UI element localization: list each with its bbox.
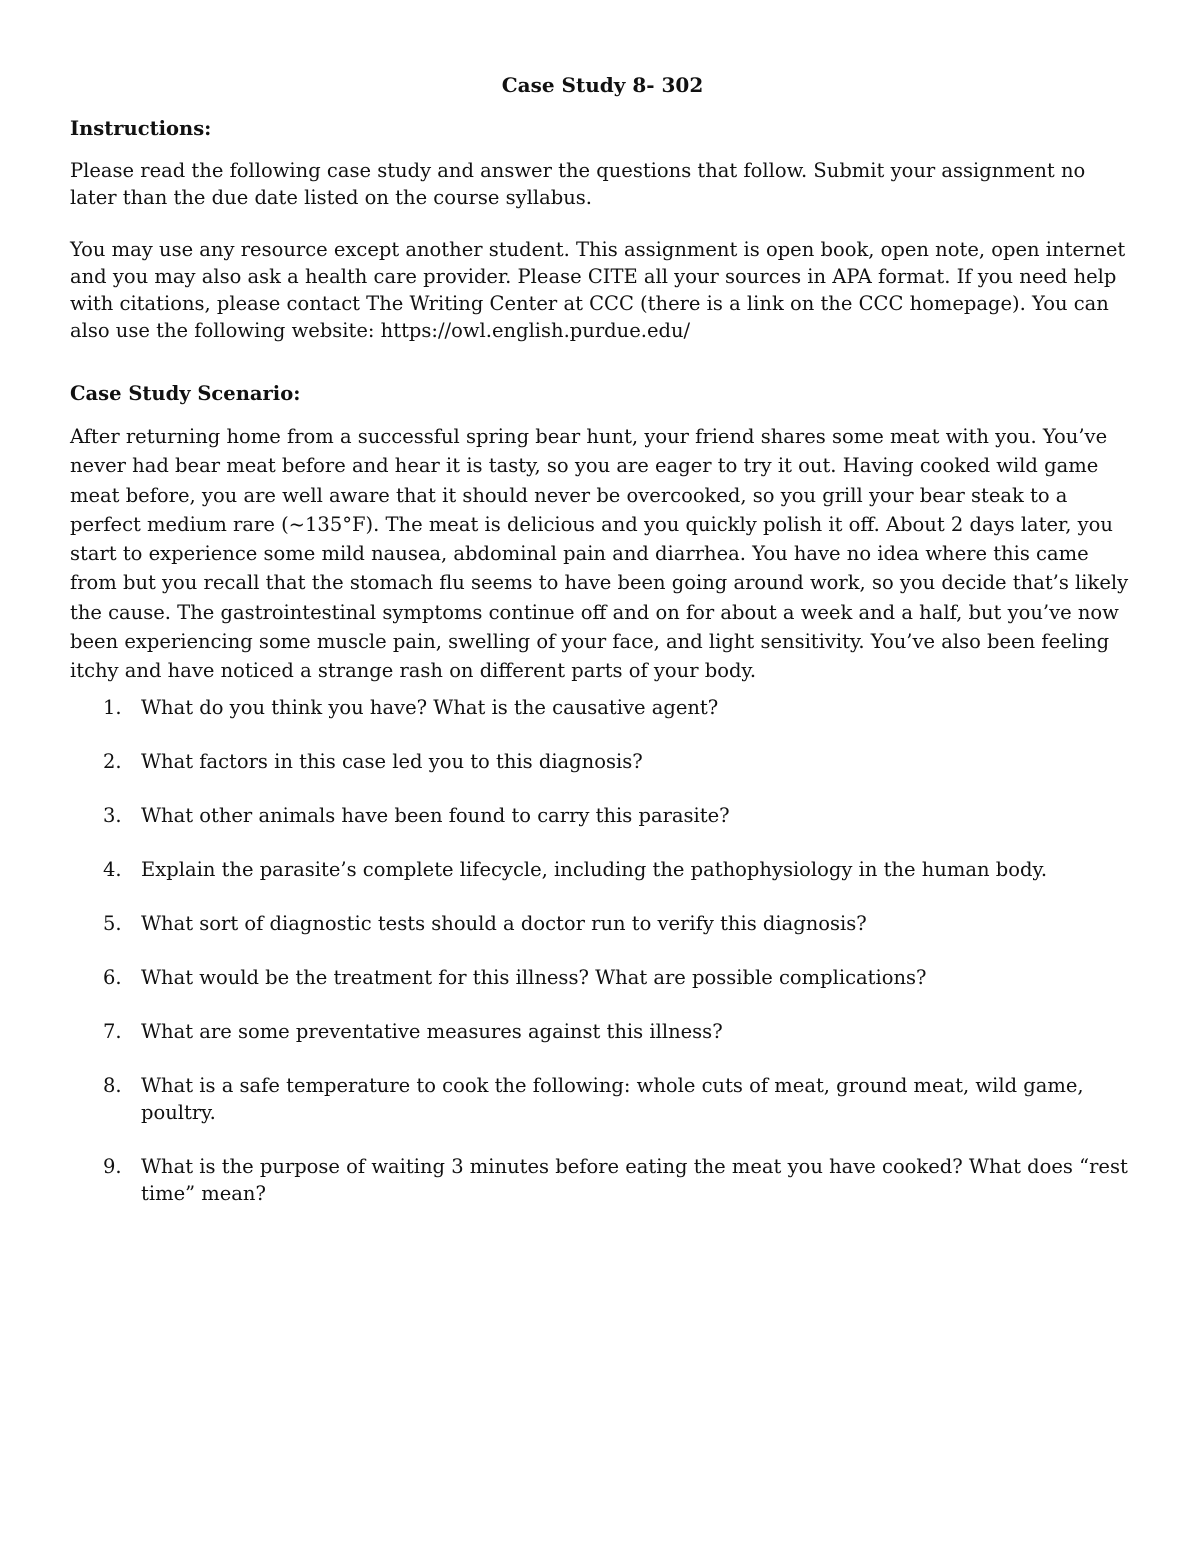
question-text: What sort of diagnostic tests should a doctor run to verify this diagnosis? (141, 911, 867, 935)
question-number: 5. (103, 911, 122, 935)
question-item (70, 748, 1135, 775)
questions-list (70, 694, 1135, 1207)
scenario-heading: Case Study Scenario: (70, 382, 301, 405)
question-item (70, 1153, 1135, 1207)
question-text: What is the purpose of waiting 3 minutes before eating the meat you have cooked? What does “rest time” mean? (141, 1154, 1128, 1205)
instructions-heading: Instructions: (70, 117, 212, 140)
question-number: 8. (103, 1073, 122, 1097)
question-number: 4. (103, 857, 122, 881)
question-item (70, 802, 1135, 829)
question-item (70, 694, 1135, 721)
instructions-paragraph-1: Please read the following case study and answer the questions that follow. Submit your assignment no later than the due date listed on the course syllabus. (70, 159, 1086, 209)
scenario-paragraph: After returning home from a successful spring bear hunt, your friend shares some meat with you. You’ve never had bear meat before and hear it is tasty, so you are eager to try it out. Having cooked wild game meat before, you are well aware that it should never be overcooked, so you grill your bear steak to a perfect medium rare (~135°F). The meat is delicious and you quickly polish it off. About 2 days later, you start to experience some mild nausea, abdominal pain and diarrhea. You have no idea where this came from but you recall that the stomach flu seems to have been going around work, so you decide that’s likely the cause. The gastrointestinal symptoms continue off and on for about a week and a half, but you’ve now been experiencing some muscle pain, swelling of your face, and light sensitivity. You’ve also been feeling itchy and have noticed a strange rash on different parts of your body. (70, 425, 1129, 683)
question-item (70, 1072, 1135, 1126)
question-item (70, 910, 1135, 937)
question-text: Explain the parasite’s complete lifecycle, including the pathophysiology in the human body. (141, 857, 1048, 881)
document-title: Case Study 8- 302 (501, 73, 704, 97)
question-text: What factors in this case led you to this diagnosis? (141, 749, 643, 773)
question-item (70, 856, 1135, 883)
question-number: 6. (103, 965, 122, 989)
instructions-paragraph-2: You may use any resource except another student. This assignment is open book, open note, open internet and you may also ask a health care provider. Please CITE all your sources in APA format. If you need help with citations, please contact The Writing Center at CCC (there is a link on the CCC homepage). You can also use the following website: https://owl.english.purdue.edu/ (70, 238, 1126, 342)
question-text: What do you think you have? What is the causative agent? (141, 695, 719, 719)
question-number: 1. (103, 695, 122, 719)
question-text: What are some preventative measures against this illness? (141, 1019, 723, 1043)
question-number: 7. (103, 1019, 122, 1043)
question-item (70, 964, 1135, 991)
question-item (70, 1018, 1135, 1045)
question-number: 2. (103, 749, 122, 773)
document-page (70, 72, 1135, 1234)
question-number: 3. (103, 803, 122, 827)
question-number: 9. (103, 1154, 122, 1178)
question-text: What is a safe temperature to cook the following: whole cuts of meat, ground meat, wild game, poultry. (141, 1073, 1084, 1124)
question-text: What other animals have been found to carry this parasite? (141, 803, 730, 827)
question-text: What would be the treatment for this illness? What are possible complications? (141, 965, 927, 989)
